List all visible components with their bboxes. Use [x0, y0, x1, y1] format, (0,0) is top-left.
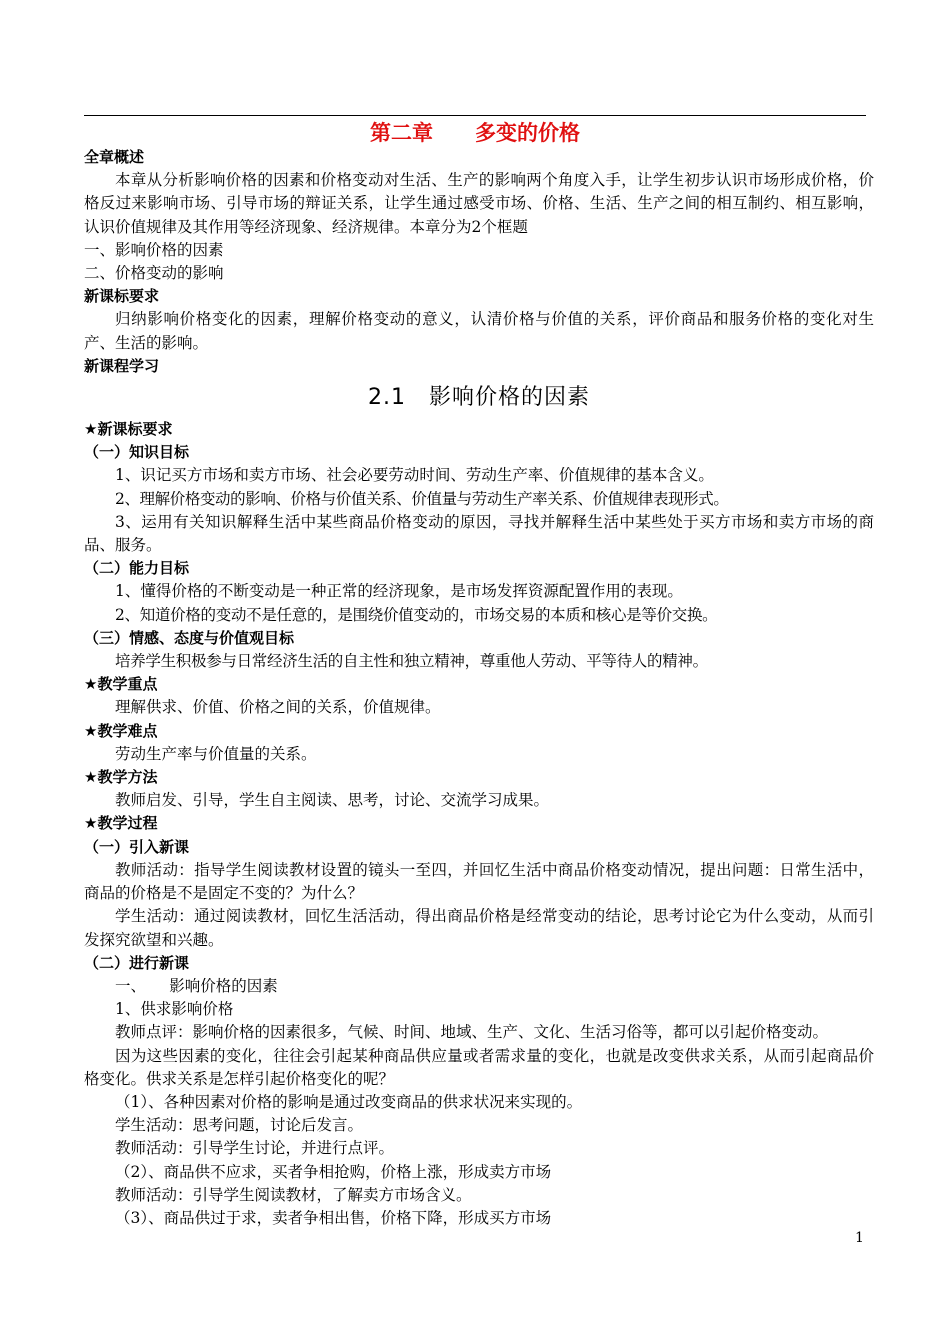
curriculum-paragraph: 归纳影响价格变化的因素，理解价格变动的意义，认清价格与价值的关系，评价商品和服务价格的变化对生产、生活的影响。 [84, 310, 874, 352]
curriculum-heading: 新课标要求 [84, 287, 160, 306]
ability-heading: （二）能力目标 [84, 559, 190, 578]
new-lesson-line: 教师活动：引导学生讨论，并进行点评。 [115, 1139, 395, 1158]
method-heading: ★教学方法 [84, 768, 158, 787]
new-lesson-line: 教师点评：影响价格的因素很多，气候、时间、地域、生产、文化、生活习俗等，都可以引起价格变动。 [115, 1023, 829, 1042]
new-lesson-line: 一、 影响价格的因素 [115, 976, 278, 995]
ability-item: 1、懂得价格的不断变动是一种正常的经济现象，是市场发挥资源配置作用的表现。 [115, 582, 683, 601]
difficulty-text: 劳动生产率与价值量的关系。 [115, 744, 317, 763]
key-point-text: 理解供求、价值、价格之间的关系，价值规律。 [115, 698, 441, 717]
knowledge-item: 2、理解价格变动的影响、价格与价值关系、价值量与劳动生产率关系、价值规律表现形式。 [115, 489, 729, 508]
intro-heading: （一）引入新课 [84, 837, 190, 856]
new-lesson-heading: （二）进行新课 [84, 953, 190, 972]
overview-paragraph: 本章从分析影响价格的因素和价格变动对生活、生产的影响两个角度入手，让学生初步认识市场形成价格，价格反过来影响市场、引导市场的辩证关系，让学生通过感受市场、价格、生活、生产之间的相互制约、相互影响，认识价值规律及其作用等经济现象、经济规律。本章分为2个框题 [84, 171, 874, 236]
page-number: 1 [855, 1230, 864, 1246]
overview-item: 一、影响价格的因素 [84, 240, 224, 259]
new-lesson-line: 因为这些因素的变化，往往会引起某种商品供应量或者需求量的变化，也就是改变供求关系，从而引起商品价格变化。供求关系是怎样引起价格变化的呢？ [84, 1046, 874, 1088]
new-lesson-line: 教师活动：引导学生阅读教材，了解卖方市场含义。 [115, 1185, 472, 1204]
difficulty-heading: ★教学难点 [84, 721, 158, 740]
study-heading: 新课程学习 [84, 356, 160, 375]
new-lesson-line: （3）、商品供过于求，卖者争相出售，价格下降，形成买方市场 [115, 1208, 552, 1227]
emotion-text: 培养学生积极参与日常经济生活的自主性和独立精神，尊重他人劳动、平等待人的精神。 [115, 652, 708, 671]
new-lesson-line: 1、供求影响价格 [115, 1000, 234, 1019]
overview-heading: 全章概述 [84, 148, 145, 166]
chapter-title: 第二章 多变的价格 [370, 121, 580, 145]
new-lesson-line: （2）、商品供不应求，买者争相抢购，价格上涨，形成卖方市场 [115, 1162, 552, 1181]
key-point-heading: ★教学重点 [84, 675, 158, 694]
requirements-heading: ★新课标要求 [84, 420, 173, 439]
knowledge-item: 1、识记买方市场和卖方市场、社会必要劳动时间、劳动生产率、价值规律的基本含义。 [115, 466, 714, 485]
knowledge-item: 3、运用有关知识解释生活中某些商品价格变动的原因，寻找并解释生活中某些处于买方市场和卖方市场的商品、服务。 [84, 512, 874, 555]
new-lesson-line: 学生活动：思考问题，讨论后发言。 [115, 1116, 364, 1135]
knowledge-heading: （一）知识目标 [84, 443, 190, 462]
new-lesson-line: （1）、各种因素对价格的影响是通过改变商品的供求状况来实现的。 [115, 1092, 583, 1111]
ability-item: 2、知道价格的变动不是任意的，是围绕价值变动的，市场交易的本质和核心是等价交换。 [115, 605, 718, 624]
header-rule [84, 115, 866, 116]
overview-item: 二、价格变动的影响 [84, 264, 224, 283]
method-text: 教师启发、引导，学生自主阅读、思考，讨论、交流学习成果。 [115, 791, 550, 810]
intro-paragraph: 学生活动：通过阅读教材，回忆生活活动，得出商品价格是经常变动的结论，思考讨论它为什么变动，从而引发探究欲望和兴趣。 [84, 907, 874, 949]
document-body [84, 146, 874, 1230]
emotion-heading: （三）情感、态度与价值观目标 [84, 628, 295, 647]
intro-paragraph: 教师活动：指导学生阅读教材设置的镜头一至四，并回忆生活中商品价格变动情况，提出问题：日常生活中，商品的价格是不是固定不变的？为什么？ [84, 860, 874, 903]
process-heading: ★教学过程 [84, 814, 158, 833]
section-title: 2.1 影响价格的因素 [368, 385, 590, 411]
